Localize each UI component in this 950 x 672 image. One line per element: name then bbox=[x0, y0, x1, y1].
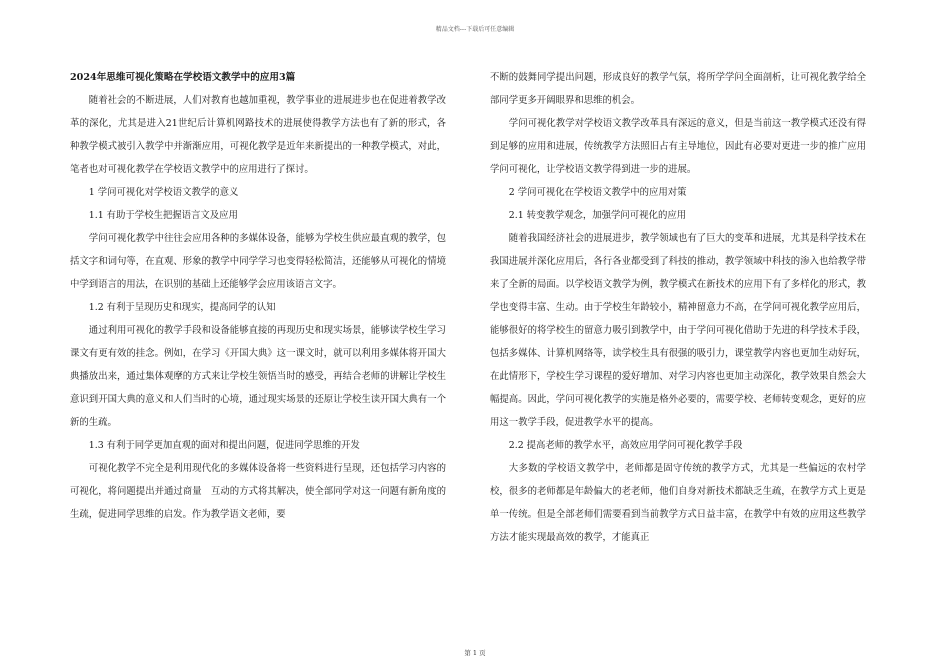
paragraph-continued: 不断的鼓舞同学提出问题，形成良好的教学气氛，将所学学问全面剖析，让可视化教学给全部同学更多开阔眼界和思维的机会。 bbox=[490, 72, 866, 106]
paragraph: 随着社会的不断进展，人们对教育也越加重视，教学事业的进展进步也在促进着教学改革的深化，尤其是进入21世纪后计算机网路技术的进展使得教学方法也有了新的形式，各种教学模式被引入教学中并渐渐应用，可视化教学是近年来新提出的一种教学模式，对此，笔者也对可视化教学在学校语文教学中的应用进行了探讨。 bbox=[70, 95, 446, 175]
paragraph: 大多数的学校语文教学中，老师都是固守传统的教学方式，尤其是一些偏远的农村学校，很多的老师都是年龄偏大的老老师，他们自身对新技术都缺乏生疏，在教学方式上更是单一传统。但是全部老师们需要看到当前教学方式日益丰富，在教学中有效的应用这些教学方法才能实现最高效的教学，才能真正 bbox=[490, 463, 866, 543]
subsection-heading: 2.2 提高老师的教学水平，高效应用学问可视化教学手段 bbox=[508, 440, 743, 451]
page-number: 第 1 页 bbox=[464, 649, 486, 657]
subsection-heading: 2.1 转变教学观念，加强学问可视化的应用 bbox=[508, 210, 687, 221]
section-heading: 2 学问可视化在学校语文教学中的应用对策 bbox=[508, 187, 687, 198]
paragraph: 可视化教学不完全是利用现代化的多媒体设备将一些资料进行呈现，还包括学习内容的可视化，将问题提出并通过商量 互动的方式将其解决，使全部同学对这一问题有新角度的生疏，促进同学思维的启发。作为教学语文老师，要 bbox=[70, 463, 446, 520]
section-heading: 1 学问可视化对学校语文教学的意义 bbox=[88, 187, 239, 198]
paragraph: 随着我国经济社会的进展进步，教学领域也有了巨大的变革和进展，尤其是科学技术在我国进展并深化应用后，各行各业都受到了科技的推动，教学领域中科技的渗入也给教学带来了全新的局面。以学校语文教学为例，教学模式在新技术的应用下有了多样化的形式，教学也变得丰富、生动。由于学校生年龄较小，精神留意力不高，在学问可视化教学应用后，能够很好的将学校生的留意力吸引到教学中，由于学问可视化借助于先进的科学技术手段，包括多媒体、计算机网络等，读学校生具有很强的吸引力，课堂教学内容也更加生动好玩，在此情形下，学校生学习课程的爱好增加、对学习内容也更加主动深化，教学效果自然会大幅提高。因此，学问可视化教学的实施是格外必要的，需要学校、老师转变观念，更好的应用这一教学手段，促进教学水平的提高。 bbox=[490, 233, 866, 428]
paragraph: 学问可视化教学对学校语文教学改革具有深远的意义，但是当前这一教学模式还没有得到足够的应用和进展，传统教学方法照旧占有主导地位，因此有必要对更进一步的推广应用学问可视化，让学校语文教学得到进一步的进展。 bbox=[490, 118, 866, 175]
document-title: 2024年思维可视化策略在学校语文教学中的应用3篇 bbox=[70, 72, 296, 83]
right-column bbox=[490, 66, 866, 549]
paragraph: 通过利用可视化的教学手段和设备能够直接的再现历史和现实场景，能够读学校生学习课文有更有效的挂念。例如，在学习《开国大典》这一课文时，就可以利用多媒体将开国大典播放出来，通过集体观摩的方式来让学校生领悟当时的感受，再结合老师的讲解让学校生意识到开国大典的意义和人们当时的心境，通过现实场景的还原让学校生读开国大典有一个新的生疏。 bbox=[70, 325, 446, 428]
page-header: 精品文档---下载后可任意编辑 bbox=[435, 26, 515, 33]
paragraph: 学问可视化教学中往往会应用各种的多媒体设备，能够为学校生供应最直观的教学，包括文字和词句等，在直观、形象的教学中同学学习也变得轻松简洁，还能够从可视化的情境中学到语言的用法，在识别的基础上还能够学会应用该语言文字。 bbox=[70, 233, 446, 290]
subsection-heading: 1.1 有助于学校生把握语言文及应用 bbox=[88, 210, 238, 221]
left-column bbox=[70, 66, 446, 526]
subsection-heading: 1.3 有利于同学更加直观的面对和提出问题，促进同学思维的开发 bbox=[88, 440, 360, 451]
subsection-heading: 1.2 有利于呈现历史和现实，提高同学的认知 bbox=[88, 302, 276, 313]
